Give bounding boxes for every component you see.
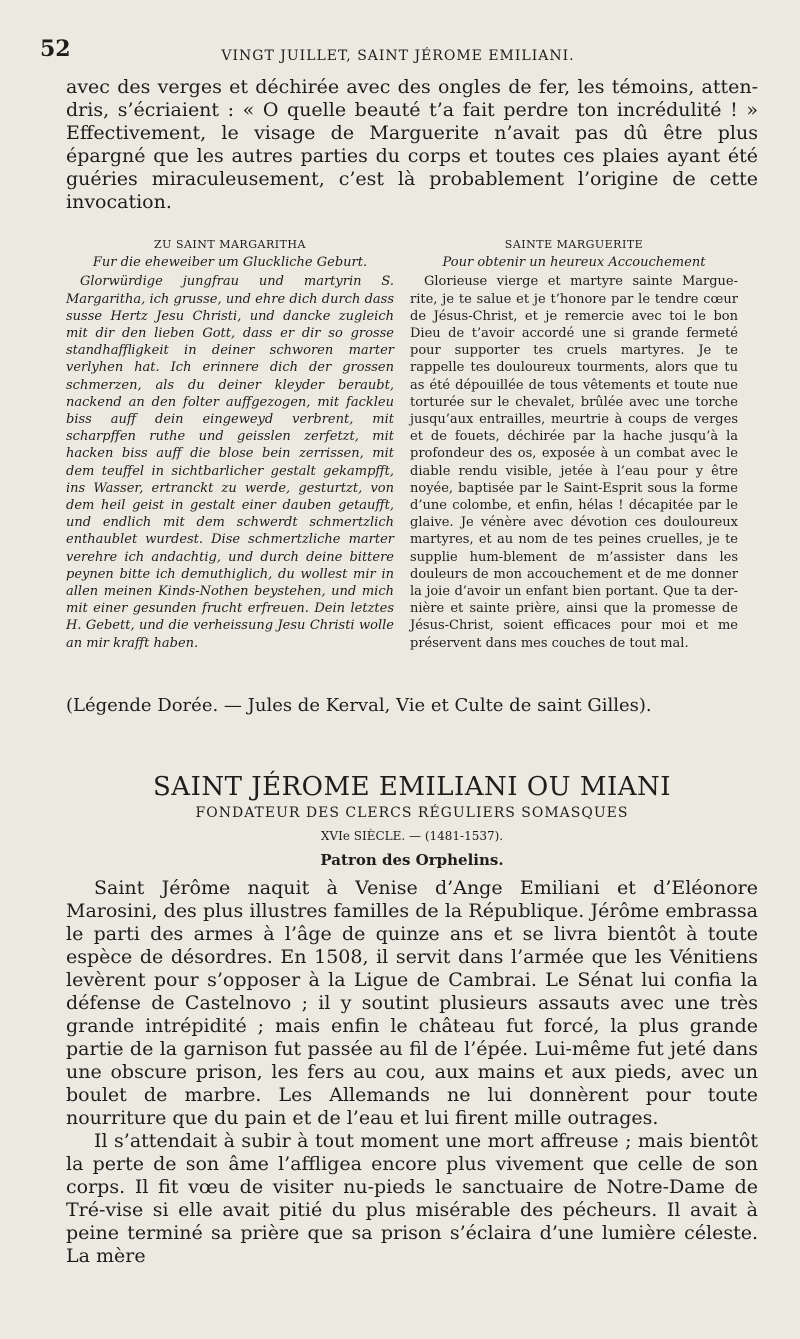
german-prayer-text: Glorwürdige jungfrau und martyrin S. Margaritha, ich grusse, und ehre dich durch dass susse Hertz Jesu Christi, und dancke zugleich mit dir den lieben Gott, dass er dir so grosse standhaffligkeit in deiner schworen marter verlyhen hat. Ich erinnere dich der grossen schmerzen, als du deiner kleyder beraubt, nackend an den folter auffgezogen, mit fackleu biss auff dein eingeweyd verbrent, mit scharpffen ruthe und geisslen zerfetzt, mit hacken biss auff die blose bein zerrissen, mit dem teuffel in sichtbarlicher gestalt gekampfft, ins Wasser, ertranckt zu werde, gesturtzt, von dem heil geist in gestalt einer dauben getaufft, und endlich mit dem schwerdt schmertzlich enthaublet wurdest. Dise schmertzliche marter verehre ich andachtig, und durch deine bittere peynen bitte ich demuthiglich, du wollest mir in allen meinen Kinds-Nothen beystehen, und mich mit einer gesunden frucht erfreuen. Dein letztes H. Gebett, und die verheissung Jesu Christi wolle an mir krafft haben. — [66, 274, 394, 651]
intro-text: avec des verges et déchirée avec des ongles de fer, les témoins, atten-dris, s’écriaient : « O quelle beauté t’a fait perdre ton incrédulité ! » Effectivement, le visage de Marguerite n’avait pas dû être plus épargné que les autres parties du corps et toutes ces plaies ayant été guéries miraculeusement, c’est là probablement l’origine de cette invocation. — [66, 76, 758, 213]
section-subtitle: FONDATEUR DES CLERCS RÉGULIERS SOMASQUES — [195, 805, 629, 821]
french-prayer-text: Glorieuse vierge et martyre sainte Margue-rite, je te salue et je t’honore par le tendre cœur de Jésus-Christ, et je remercie avec toi le bon Dieu de t’avoir accordé une si grande fermeté pour supporter tes cruels martyres. Je te rappelle tes douloureux tourments, alors que tu as été dépouillée de tous vêtements et toute nue torturée sur le chevalet, brûlée avec une torche jusqu’aux entrailles, meurtrie à coups de verges et de fouets, déchirée par la hache jusqu’à la profondeur des os, exposée à un combat avec le diable rendu visible, jetée à l’eau pour y être noyée, baptisée par le Saint-Esprit sous la forme d’une colombe, et enfin, hélas ! décapitée par le glaive. Je vénère avec dévotion ces douloureux martyres, et au nom de tes peines cruelles, je te supplie hum-blement de m’assister dans les douleurs de mon accouchement et de me donner la joie d’avoir un enfant bien portant. Que ta der-nière et sainte prière, ainsi que la promesse de Jésus-Christ, soient efficaces pour moi et me préservent dans mes couches de tout mal. — [410, 274, 738, 651]
german-prayer-column — [66, 236, 394, 652]
body-paragraph-2: Il s’attendait à subir à tout moment une mort affreuse ; mais bientôt la perte de son âme l’affligea encore plus vivement que celle de son corps. Il fit vœu de visiter nu-pieds le sanctuaire de Notre-Dame de Tré-vise si elle avait pitié du plus misérable des pécheurs. Il avait à peine terminé sa prière que sa prison s’éclaira d’une lumière céleste. La mère — [66, 1130, 758, 1267]
french-prayer-column — [410, 236, 738, 652]
french-prayer-title: SAINTE MARGUERITE — [504, 238, 644, 251]
patron-line: Patron des Orphelins. — [320, 851, 504, 869]
running-head: VINGT JUILLET, SAINT JÉROME EMILIANI. — [221, 48, 575, 64]
body-paragraph-1: Saint Jérôme naquit à Venise d’Ange Emiliani et d’Eléonore Marosini, des plus illustres familles de la République. Jérôme embrassa le parti des armes à l’âge de quinze ans et se livra bientôt à toute espèce de désordres. En 1508, il servit dans l’armée que les Vénitiens levèrent pour s’opposer à la Ligue de Cambrai. Le Sénat lui confia la défense de Castelnovo ; il y soutint plusieurs assauts avec une très grande intrépidité ; mais enfin le château fut forcé, la plus grande partie de la garnison fut passée au fil de l’épée. Lui-même fut jeté dans une obscure prison, les fers au cou, aux mains et aux pieds, avec un boulet de marbre. Les Allemands ne lui donnèrent pour toute nourriture que du pain et de l’eau et lui firent mille outrages. — [66, 877, 758, 1129]
page-number: 52 — [40, 36, 71, 62]
intro-paragraph — [66, 76, 758, 214]
biography-body — [66, 877, 758, 1268]
section-dates: XVIe SIÈCLE. — (1481-1537). — [320, 829, 504, 843]
german-prayer-title: ZU SAINT MARGARITHA — [154, 238, 306, 251]
section-title: SAINT JÉROME EMILIANI OU MIANI — [152, 772, 672, 802]
french-prayer-subtitle: Pour obtenir un heureux Accouchement — [442, 255, 706, 271]
source-citation: (Légende Dorée. — Jules de Kerval, Vie et Culte de saint Gilles). — [66, 695, 652, 716]
german-prayer-subtitle: Fur die eheweiber um Gluckliche Geburt. — [92, 255, 368, 271]
